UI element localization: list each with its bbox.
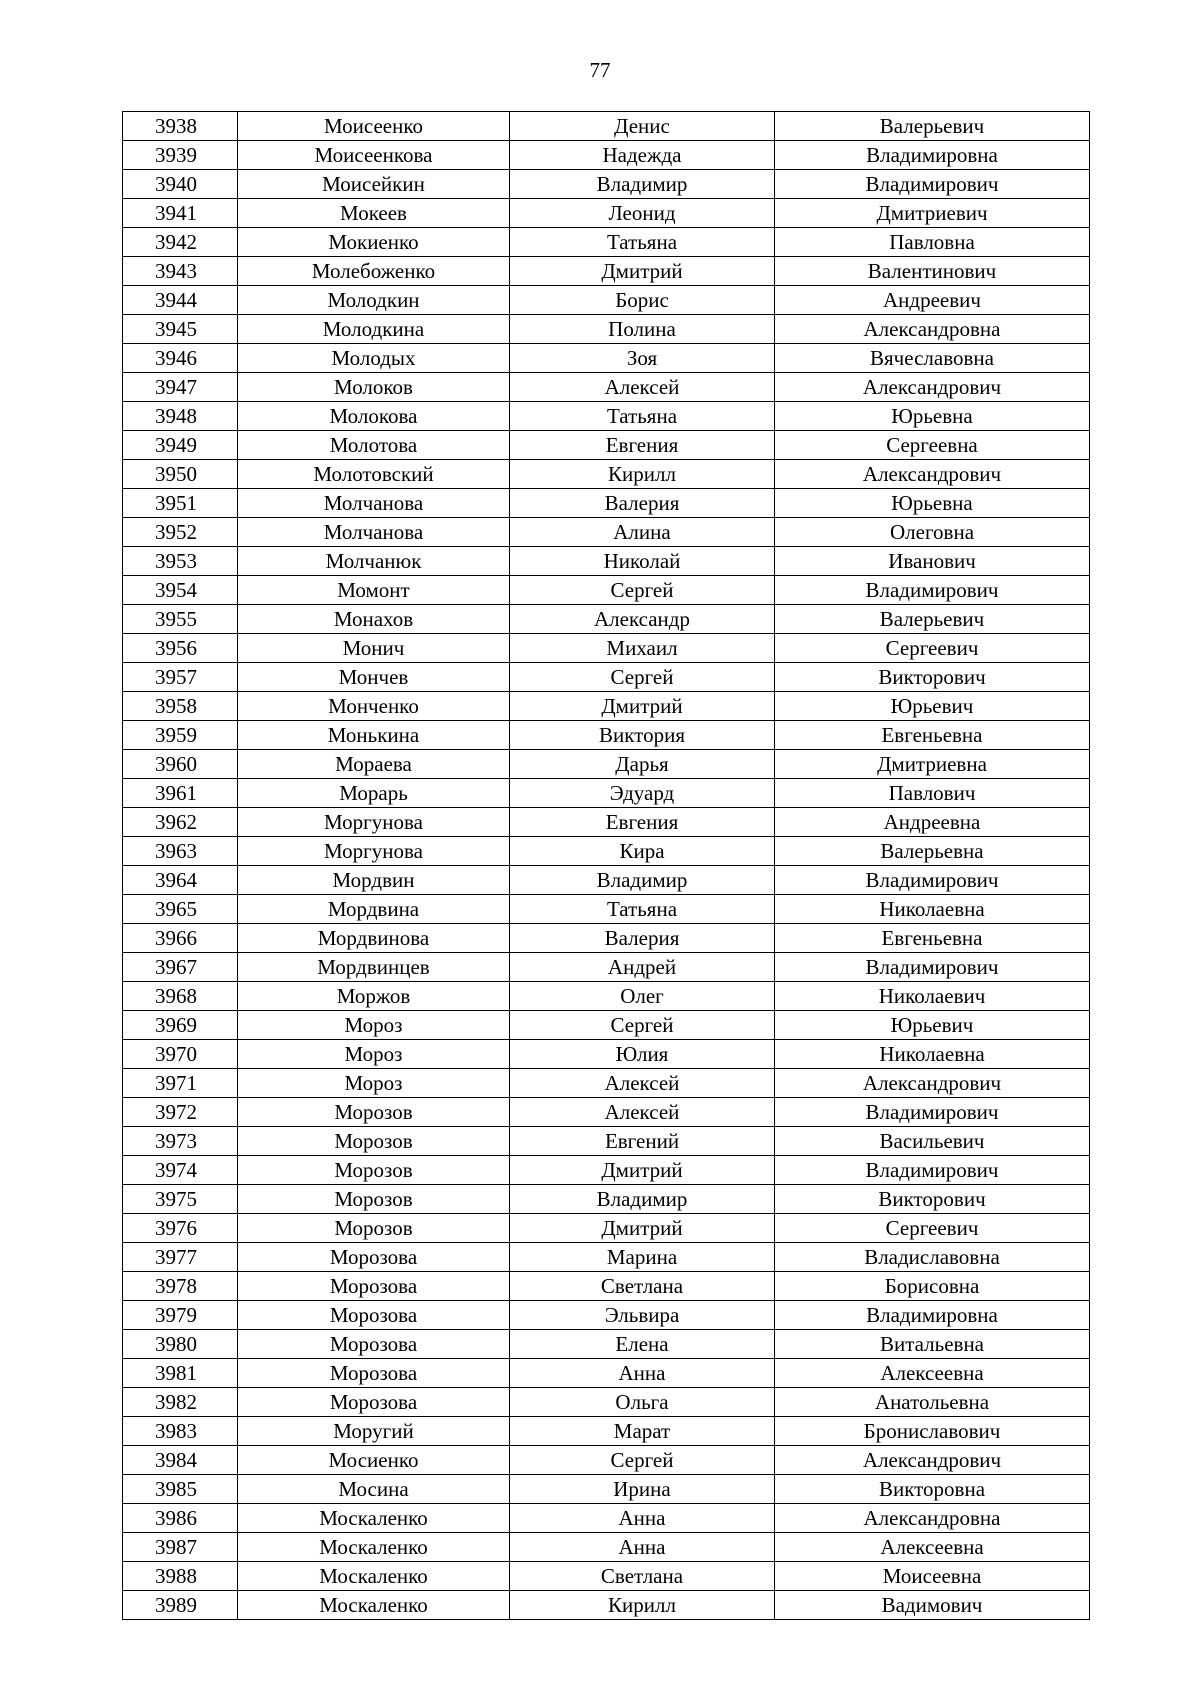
last-name-cell: Мокиенко xyxy=(238,228,510,257)
row-number-cell: 3980 xyxy=(123,1330,238,1359)
patronymic-cell: Николаевич xyxy=(775,982,1090,1011)
first-name-cell: Денис xyxy=(510,112,775,141)
row-number-cell: 3967 xyxy=(123,953,238,982)
last-name-cell: Моисеенко xyxy=(238,112,510,141)
row-number-cell: 3960 xyxy=(123,750,238,779)
patronymic-cell: Николаевна xyxy=(775,895,1090,924)
first-name-cell: Валерия xyxy=(510,489,775,518)
row-number-cell: 3983 xyxy=(123,1417,238,1446)
table-row xyxy=(123,257,1090,286)
table-row xyxy=(123,1446,1090,1475)
table-row xyxy=(123,1272,1090,1301)
row-number-cell: 3939 xyxy=(123,141,238,170)
first-name-cell: Андрей xyxy=(510,953,775,982)
last-name-cell: Монич xyxy=(238,634,510,663)
patronymic-cell: Сергеевич xyxy=(775,1214,1090,1243)
last-name-cell: Морозова xyxy=(238,1330,510,1359)
table-row xyxy=(123,1591,1090,1620)
last-name-cell: Мордвинцев xyxy=(238,953,510,982)
patronymic-cell: Евгеньевна xyxy=(775,924,1090,953)
patronymic-cell: Владимирович xyxy=(775,953,1090,982)
last-name-cell: Молчанюк xyxy=(238,547,510,576)
last-name-cell: Москаленко xyxy=(238,1504,510,1533)
first-name-cell: Анна xyxy=(510,1533,775,1562)
first-name-cell: Кирилл xyxy=(510,1591,775,1620)
row-number-cell: 3987 xyxy=(123,1533,238,1562)
row-number-cell: 3989 xyxy=(123,1591,238,1620)
patronymic-cell: Сергеевна xyxy=(775,431,1090,460)
first-name-cell: Эльвира xyxy=(510,1301,775,1330)
patronymic-cell: Владимировна xyxy=(775,141,1090,170)
first-name-cell: Сергей xyxy=(510,1011,775,1040)
last-name-cell: Молоков xyxy=(238,373,510,402)
patronymic-cell: Алексеевна xyxy=(775,1359,1090,1388)
last-name-cell: Морозов xyxy=(238,1214,510,1243)
table-row xyxy=(123,373,1090,402)
last-name-cell: Морозов xyxy=(238,1127,510,1156)
last-name-cell: Морозов xyxy=(238,1098,510,1127)
row-number-cell: 3957 xyxy=(123,663,238,692)
last-name-cell: Мороз xyxy=(238,1069,510,1098)
first-name-cell: Ольга xyxy=(510,1388,775,1417)
first-name-cell: Владимир xyxy=(510,866,775,895)
patronymic-cell: Владимирович xyxy=(775,866,1090,895)
table-row xyxy=(123,315,1090,344)
names-table xyxy=(122,111,1090,1620)
page-number: 77 xyxy=(589,58,611,82)
row-number-cell: 3951 xyxy=(123,489,238,518)
table-row xyxy=(123,1185,1090,1214)
row-number-cell: 3944 xyxy=(123,286,238,315)
table-row xyxy=(123,141,1090,170)
first-name-cell: Татьяна xyxy=(510,402,775,431)
patronymic-cell: Владимирович xyxy=(775,170,1090,199)
patronymic-cell: Дмитриевна xyxy=(775,750,1090,779)
last-name-cell: Монахов xyxy=(238,605,510,634)
last-name-cell: Морозова xyxy=(238,1301,510,1330)
patronymic-cell: Павлович xyxy=(775,779,1090,808)
first-name-cell: Дарья xyxy=(510,750,775,779)
table-row xyxy=(123,924,1090,953)
last-name-cell: Мордвин xyxy=(238,866,510,895)
patronymic-cell: Павловна xyxy=(775,228,1090,257)
first-name-cell: Борис xyxy=(510,286,775,315)
table-row xyxy=(123,953,1090,982)
row-number-cell: 3988 xyxy=(123,1562,238,1591)
patronymic-cell: Николаевна xyxy=(775,1040,1090,1069)
row-number-cell: 3947 xyxy=(123,373,238,402)
table-row xyxy=(123,721,1090,750)
last-name-cell: Молчанова xyxy=(238,489,510,518)
table-row xyxy=(123,170,1090,199)
table-row xyxy=(123,199,1090,228)
table-row xyxy=(123,547,1090,576)
patronymic-cell: Александровна xyxy=(775,1504,1090,1533)
patronymic-cell: Юрьевич xyxy=(775,692,1090,721)
patronymic-cell: Владимирович xyxy=(775,1098,1090,1127)
row-number-cell: 3986 xyxy=(123,1504,238,1533)
table-row xyxy=(123,779,1090,808)
first-name-cell: Елена xyxy=(510,1330,775,1359)
table-row xyxy=(123,1388,1090,1417)
row-number-cell: 3975 xyxy=(123,1185,238,1214)
patronymic-cell: Моисеевна xyxy=(775,1562,1090,1591)
patronymic-cell: Брониславович xyxy=(775,1417,1090,1446)
first-name-cell: Алексей xyxy=(510,373,775,402)
table-row xyxy=(123,576,1090,605)
first-name-cell: Евгения xyxy=(510,431,775,460)
last-name-cell: Морозов xyxy=(238,1156,510,1185)
patronymic-cell: Юрьевна xyxy=(775,489,1090,518)
last-name-cell: Молодкина xyxy=(238,315,510,344)
patronymic-cell: Александрович xyxy=(775,1446,1090,1475)
patronymic-cell: Сергеевич xyxy=(775,634,1090,663)
last-name-cell: Моисейкин xyxy=(238,170,510,199)
first-name-cell: Надежда xyxy=(510,141,775,170)
row-number-cell: 3943 xyxy=(123,257,238,286)
row-number-cell: 3938 xyxy=(123,112,238,141)
table-row xyxy=(123,344,1090,373)
last-name-cell: Молчанова xyxy=(238,518,510,547)
last-name-cell: Москаленко xyxy=(238,1562,510,1591)
first-name-cell: Ирина xyxy=(510,1475,775,1504)
patronymic-cell: Вячеславовна xyxy=(775,344,1090,373)
first-name-cell: Эдуард xyxy=(510,779,775,808)
patronymic-cell: Валерьевич xyxy=(775,605,1090,634)
first-name-cell: Алексей xyxy=(510,1098,775,1127)
first-name-cell: Светлана xyxy=(510,1272,775,1301)
table-row xyxy=(123,518,1090,547)
row-number-cell: 3981 xyxy=(123,1359,238,1388)
row-number-cell: 3972 xyxy=(123,1098,238,1127)
first-name-cell: Дмитрий xyxy=(510,257,775,286)
first-name-cell: Леонид xyxy=(510,199,775,228)
last-name-cell: Мосиенко xyxy=(238,1446,510,1475)
row-number-cell: 3985 xyxy=(123,1475,238,1504)
row-number-cell: 3963 xyxy=(123,837,238,866)
first-name-cell: Зоя xyxy=(510,344,775,373)
row-number-cell: 3974 xyxy=(123,1156,238,1185)
first-name-cell: Валерия xyxy=(510,924,775,953)
last-name-cell: Москаленко xyxy=(238,1591,510,1620)
last-name-cell: Москаленко xyxy=(238,1533,510,1562)
table-row xyxy=(123,1417,1090,1446)
row-number-cell: 3969 xyxy=(123,1011,238,1040)
patronymic-cell: Валерьевна xyxy=(775,837,1090,866)
row-number-cell: 3971 xyxy=(123,1069,238,1098)
last-name-cell: Моржов xyxy=(238,982,510,1011)
patronymic-cell: Александровна xyxy=(775,315,1090,344)
row-number-cell: 3945 xyxy=(123,315,238,344)
table-row xyxy=(123,634,1090,663)
first-name-cell: Сергей xyxy=(510,1446,775,1475)
patronymic-cell: Владимировна xyxy=(775,1301,1090,1330)
patronymic-cell: Вадимович xyxy=(775,1591,1090,1620)
last-name-cell: Морозова xyxy=(238,1272,510,1301)
first-name-cell: Анна xyxy=(510,1504,775,1533)
row-number-cell: 3961 xyxy=(123,779,238,808)
first-name-cell: Николай xyxy=(510,547,775,576)
first-name-cell: Анна xyxy=(510,1359,775,1388)
row-number-cell: 3949 xyxy=(123,431,238,460)
last-name-cell: Молодых xyxy=(238,344,510,373)
last-name-cell: Молебоженко xyxy=(238,257,510,286)
table-row xyxy=(123,1562,1090,1591)
last-name-cell: Морозов xyxy=(238,1185,510,1214)
row-number-cell: 3959 xyxy=(123,721,238,750)
last-name-cell: Мокеев xyxy=(238,199,510,228)
patronymic-cell: Андреевич xyxy=(775,286,1090,315)
table-row xyxy=(123,1214,1090,1243)
patronymic-cell: Олеговна xyxy=(775,518,1090,547)
last-name-cell: Морарь xyxy=(238,779,510,808)
table-row xyxy=(123,895,1090,924)
table-row xyxy=(123,1098,1090,1127)
first-name-cell: Евгений xyxy=(510,1127,775,1156)
last-name-cell: Молокова xyxy=(238,402,510,431)
row-number-cell: 3966 xyxy=(123,924,238,953)
table-row xyxy=(123,982,1090,1011)
table-row xyxy=(123,605,1090,634)
table-row xyxy=(123,1533,1090,1562)
last-name-cell: Морозова xyxy=(238,1388,510,1417)
last-name-cell: Морозова xyxy=(238,1243,510,1272)
table-row xyxy=(123,1127,1090,1156)
table-row xyxy=(123,692,1090,721)
table-row xyxy=(123,663,1090,692)
patronymic-cell: Андреевна xyxy=(775,808,1090,837)
row-number-cell: 3956 xyxy=(123,634,238,663)
first-name-cell: Алина xyxy=(510,518,775,547)
last-name-cell: Молодкин xyxy=(238,286,510,315)
first-name-cell: Татьяна xyxy=(510,895,775,924)
table-row xyxy=(123,1504,1090,1533)
last-name-cell: Момонт xyxy=(238,576,510,605)
first-name-cell: Марина xyxy=(510,1243,775,1272)
row-number-cell: 3953 xyxy=(123,547,238,576)
row-number-cell: 3958 xyxy=(123,692,238,721)
row-number-cell: 3950 xyxy=(123,460,238,489)
patronymic-cell: Евгеньевна xyxy=(775,721,1090,750)
last-name-cell: Моисеенкова xyxy=(238,141,510,170)
table-row xyxy=(123,750,1090,779)
last-name-cell: Мороз xyxy=(238,1011,510,1040)
patronymic-cell: Юрьевна xyxy=(775,402,1090,431)
last-name-cell: Монькина xyxy=(238,721,510,750)
patronymic-cell: Дмитриевич xyxy=(775,199,1090,228)
row-number-cell: 3973 xyxy=(123,1127,238,1156)
first-name-cell: Сергей xyxy=(510,663,775,692)
table-row xyxy=(123,1330,1090,1359)
table-row xyxy=(123,112,1090,141)
table-row xyxy=(123,837,1090,866)
row-number-cell: 3962 xyxy=(123,808,238,837)
row-number-cell: 3952 xyxy=(123,518,238,547)
table-row xyxy=(123,286,1090,315)
table-row xyxy=(123,808,1090,837)
last-name-cell: Молотовский xyxy=(238,460,510,489)
last-name-cell: Мораева xyxy=(238,750,510,779)
row-number-cell: 3941 xyxy=(123,199,238,228)
row-number-cell: 3978 xyxy=(123,1272,238,1301)
patronymic-cell: Валентинович xyxy=(775,257,1090,286)
last-name-cell: Моргунова xyxy=(238,837,510,866)
first-name-cell: Дмитрий xyxy=(510,692,775,721)
row-number-cell: 3965 xyxy=(123,895,238,924)
table-row xyxy=(123,460,1090,489)
patronymic-cell: Борисовна xyxy=(775,1272,1090,1301)
row-number-cell: 3984 xyxy=(123,1446,238,1475)
last-name-cell: Монченко xyxy=(238,692,510,721)
patronymic-cell: Иванович xyxy=(775,547,1090,576)
row-number-cell: 3976 xyxy=(123,1214,238,1243)
table-row xyxy=(123,431,1090,460)
patronymic-cell: Васильевич xyxy=(775,1127,1090,1156)
first-name-cell: Марат xyxy=(510,1417,775,1446)
first-name-cell: Виктория xyxy=(510,721,775,750)
row-number-cell: 3948 xyxy=(123,402,238,431)
row-number-cell: 3970 xyxy=(123,1040,238,1069)
table-row xyxy=(123,1069,1090,1098)
row-number-cell: 3982 xyxy=(123,1388,238,1417)
patronymic-cell: Александрович xyxy=(775,373,1090,402)
first-name-cell: Кирилл xyxy=(510,460,775,489)
row-number-cell: 3968 xyxy=(123,982,238,1011)
first-name-cell: Сергей xyxy=(510,576,775,605)
last-name-cell: Моргунова xyxy=(238,808,510,837)
last-name-cell: Моругий xyxy=(238,1417,510,1446)
names-table-body xyxy=(123,112,1090,1620)
table-row xyxy=(123,489,1090,518)
table-row xyxy=(123,1156,1090,1185)
first-name-cell: Евгения xyxy=(510,808,775,837)
patronymic-cell: Витальевна xyxy=(775,1330,1090,1359)
first-name-cell: Александр xyxy=(510,605,775,634)
row-number-cell: 3964 xyxy=(123,866,238,895)
first-name-cell: Татьяна xyxy=(510,228,775,257)
first-name-cell: Олег xyxy=(510,982,775,1011)
first-name-cell: Дмитрий xyxy=(510,1214,775,1243)
row-number-cell: 3979 xyxy=(123,1301,238,1330)
last-name-cell: Мордвинова xyxy=(238,924,510,953)
first-name-cell: Светлана xyxy=(510,1562,775,1591)
patronymic-cell: Александрович xyxy=(775,460,1090,489)
patronymic-cell: Владимирович xyxy=(775,1156,1090,1185)
first-name-cell: Михаил xyxy=(510,634,775,663)
first-name-cell: Полина xyxy=(510,315,775,344)
row-number-cell: 3946 xyxy=(123,344,238,373)
table-row xyxy=(123,1040,1090,1069)
patronymic-cell: Владимирович xyxy=(775,576,1090,605)
table-row xyxy=(123,1475,1090,1504)
table-row xyxy=(123,1359,1090,1388)
row-number-cell: 3940 xyxy=(123,170,238,199)
last-name-cell: Мороз xyxy=(238,1040,510,1069)
patronymic-cell: Викторович xyxy=(775,1185,1090,1214)
table-row xyxy=(123,402,1090,431)
first-name-cell: Алексей xyxy=(510,1069,775,1098)
patronymic-cell: Викторовна xyxy=(775,1475,1090,1504)
patronymic-cell: Александрович xyxy=(775,1069,1090,1098)
last-name-cell: Морозова xyxy=(238,1359,510,1388)
patronymic-cell: Владиславовна xyxy=(775,1243,1090,1272)
table-row xyxy=(123,866,1090,895)
row-number-cell: 3954 xyxy=(123,576,238,605)
table-row xyxy=(123,1243,1090,1272)
table-row xyxy=(123,1011,1090,1040)
row-number-cell: 3942 xyxy=(123,228,238,257)
first-name-cell: Дмитрий xyxy=(510,1156,775,1185)
last-name-cell: Мордвина xyxy=(238,895,510,924)
patronymic-cell: Юрьевич xyxy=(775,1011,1090,1040)
patronymic-cell: Валерьевич xyxy=(775,112,1090,141)
last-name-cell: Мончев xyxy=(238,663,510,692)
first-name-cell: Владимир xyxy=(510,1185,775,1214)
last-name-cell: Мосина xyxy=(238,1475,510,1504)
last-name-cell: Молотова xyxy=(238,431,510,460)
patronymic-cell: Анатольевна xyxy=(775,1388,1090,1417)
row-number-cell: 3977 xyxy=(123,1243,238,1272)
patronymic-cell: Алексеевна xyxy=(775,1533,1090,1562)
table-row xyxy=(123,1301,1090,1330)
row-number-cell: 3955 xyxy=(123,605,238,634)
patronymic-cell: Викторович xyxy=(775,663,1090,692)
table-row xyxy=(123,228,1090,257)
first-name-cell: Кира xyxy=(510,837,775,866)
first-name-cell: Владимир xyxy=(510,170,775,199)
first-name-cell: Юлия xyxy=(510,1040,775,1069)
